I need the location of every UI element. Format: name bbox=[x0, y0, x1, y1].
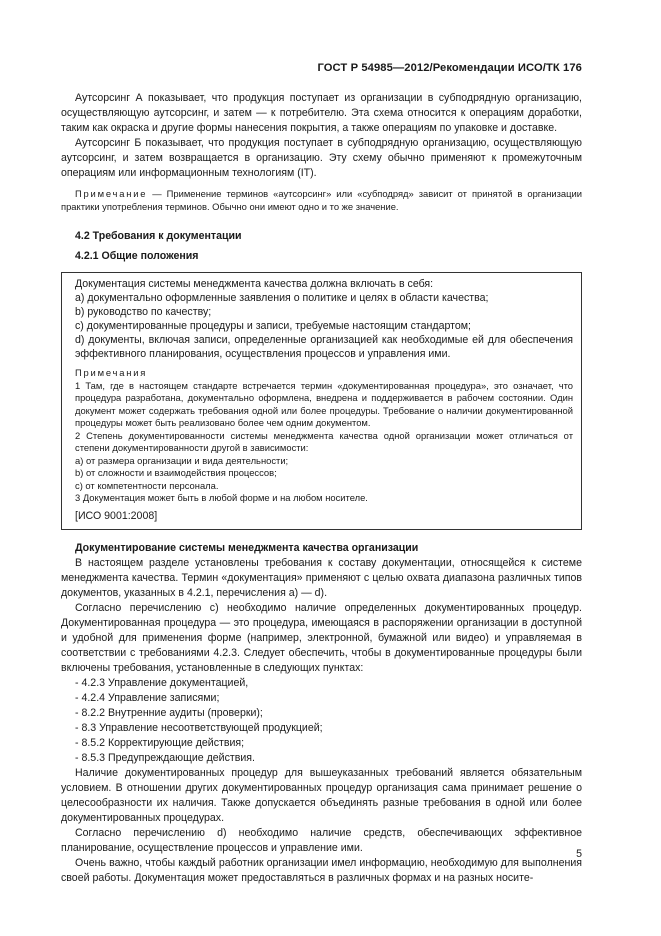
box-note: a) от размера организации и вида деятельности; bbox=[75, 454, 289, 466]
paragraph: Согласно перечислению с) необходимо наличие определенных документированных процедур. Документированная процедура — это процедура, имеющаяся в распоряжении организации в доступной и удобной для применения форме (например, электронной, бумажной или видео) и управляемая в соответствии с требованиями 4.2.3. Следует обеспечить, чтобы в документированные процедуры были включены требования, установленные в следующих пунктах: bbox=[61, 601, 582, 674]
note bbox=[61, 187, 582, 213]
list-item: - 8.3 Управление несоответствующей продукцией; bbox=[75, 721, 323, 734]
list-item: - 4.2.4 Управление записями; bbox=[75, 691, 220, 704]
box-note: b) от сложности и взаимодействия процессов; bbox=[75, 467, 277, 478]
section-heading: 4.2 Требования к документации bbox=[75, 230, 242, 242]
list-item: - 8.2.2 Внутренние аудиты (проверки); bbox=[75, 706, 263, 719]
page-content bbox=[61, 91, 582, 886]
box-note: c) от компетентности персонала. bbox=[75, 479, 219, 491]
procedure-list bbox=[61, 676, 582, 766]
paragraph: Аутсорсинг А показывает, что продукция поступает из организации в субподрядную организацию, осуществляющую аутсорсинг, и затем — к потребителю. Эта схема относится к операциям доработки, таким как окраска и другие формы нанесения покрытия, а также операциям по упаковке и доставке. bbox=[61, 92, 582, 134]
paragraph: В настоящем разделе установлены требования к составу документации, относящейся к системе менеджмента качества. Термин «документация» применяют с целью охвата диапазона различных типов документов, указанных в 4.2.1, перечисления а) — d). bbox=[61, 556, 582, 599]
subheading: Документирование системы менеджмента качества организации bbox=[75, 541, 419, 554]
document-header: ГОСТ Р 54985—2012/Рекомендации ИСО/ТК 176 bbox=[317, 62, 582, 74]
paragraph: Согласно перечислению d) необходимо наличие средств, обеспечивающих эффективное планирование, осуществление процессов и управление ими. bbox=[61, 826, 582, 854]
reference: [ИСО 9001:2008] bbox=[75, 509, 158, 522]
box-line: a) документально оформленные заявления о политике и целях в области качества; bbox=[75, 292, 489, 304]
list-item: - 8.5.2 Корректирующие действия; bbox=[75, 736, 245, 749]
box-line: b) руководство по качеству; bbox=[75, 306, 212, 318]
box-note: 2 Степень документированности системы менеджмента качества одной организации может отличаться от степени документированности другой в зависимости: bbox=[75, 429, 573, 453]
list-item: - 4.2.3 Управление документацией, bbox=[75, 676, 249, 689]
notes-title: Примечания bbox=[75, 367, 148, 378]
paragraph: Очень важно, чтобы каждый работник организации имел информацию, необходимую для выполнения своей работы. Документация может предоставляться в различных формах и на разных носите- bbox=[61, 856, 582, 884]
box-line: c) документированные процедуры и записи, требуемые настоящим стандартом; bbox=[75, 320, 471, 332]
note-text: — Применение терминов «аутсорсинг» или «субподряд» зависит от принятой в организации практики употребления терминов. Обычно они имеют одно и то же значение. bbox=[61, 188, 582, 212]
standard-quote-box bbox=[61, 272, 582, 530]
box-note: 3 Документация может быть в любой форме и на любом носителе. bbox=[75, 492, 368, 503]
paragraph: Наличие документированных процедур для вышеуказанных требований является обязательным условием. В отношении других документированных процедур организация сама принимает решение о целесообразности их наличия. Также допускается объединять разные требования в одной или более документированных процедурах. bbox=[61, 766, 582, 824]
box-line: Документация системы менеджмента качества должна включать в себя: bbox=[75, 278, 434, 290]
box-note: 1 Там, где в настоящем стандарте встречается термин «документированная процедура», это означает, что процедура разработана, документально оформлена, внедрена и поддерживается в рабочем состоянии. Один документ может содержать требования одной или более процедуры. Требование о наличии документированной процедуры может быть реализовано более чем одним документом. bbox=[75, 379, 573, 428]
box-line: d) документы, включая записи, определенные организацией как необходимые ей для обеспечения эффективного планирования, осуществления процессов и управления ими. bbox=[75, 334, 573, 360]
note-label: Примечание bbox=[75, 188, 148, 199]
list-item: - 8.5.3 Предупреждающие действия. bbox=[75, 751, 255, 764]
paragraph: Аутсорсинг Б показывает, что продукция поступает в субподрядную организацию, осуществляющую аутсорсинг, и затем возвращается в организацию. Эту схему обычно применяют к промежуточным операциям или информационным технологиям (IT). bbox=[61, 137, 582, 179]
subsection-heading: 4.2.1 Общие положения bbox=[75, 250, 199, 262]
page-number: 5 bbox=[576, 848, 582, 860]
